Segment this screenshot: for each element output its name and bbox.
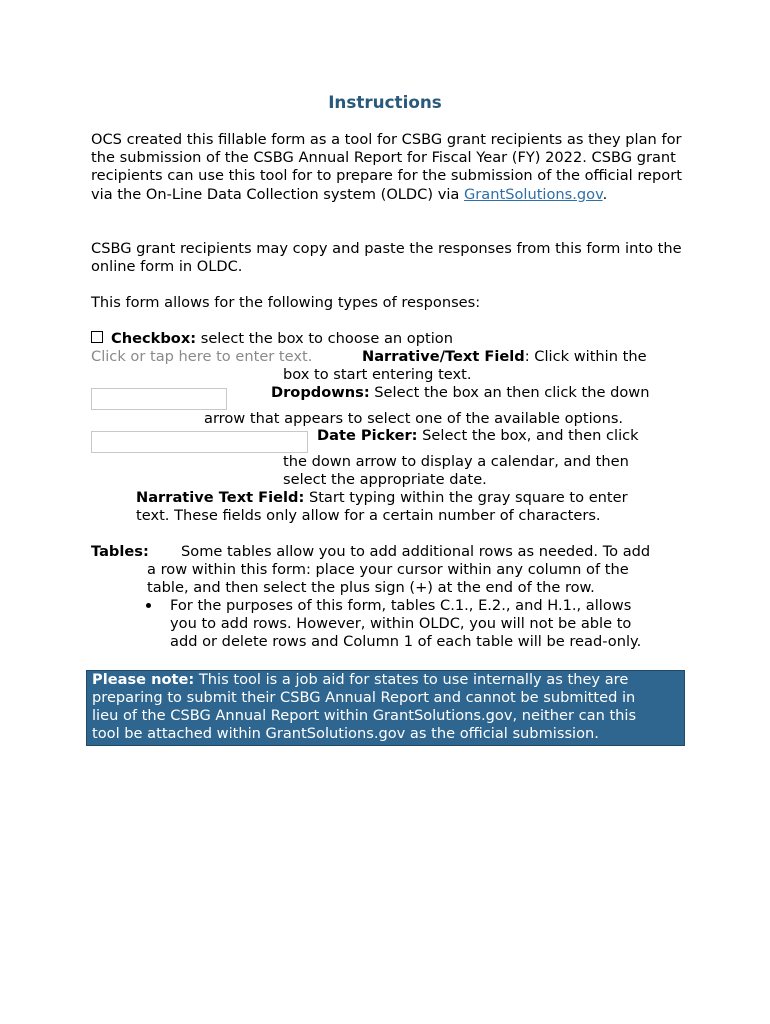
copy-paste-paragraph: CSBG grant recipients may copy and paste the responses from this form into the online form in OLDC.: [91, 240, 682, 276]
date-picker-text-1: Select the box, and then click: [417, 427, 639, 444]
narrative-text-text-2: text. These fields only allow for a certain number of characters.: [136, 507, 601, 524]
please-note-box: [86, 670, 685, 746]
grantsolutions-link[interactable]: GrantSolutions.gov: [463, 185, 603, 203]
narrative-text-text-1: Start typing within the gray square to enter: [304, 489, 628, 506]
date-picker-description: [317, 427, 639, 445]
intro-end: .: [602, 185, 608, 203]
text-field-text-2: box to start entering text.: [283, 366, 472, 383]
checkbox-description: [91, 330, 453, 348]
tables-label: Tables:: [91, 543, 149, 560]
note-line-1-text: This tool is a job aid for states to use internally as they are: [194, 671, 629, 688]
tables-bullet-1: For the purposes of this form, tables C.1., E.2., and H.1., allows: [170, 597, 632, 614]
dropdowns-text-2: arrow that appears to select one of the available options.: [204, 410, 624, 427]
dropdowns-description: [271, 384, 649, 402]
tables-bullet-2: you to add rows. However, within OLDC, you will not be able to: [170, 615, 632, 632]
page-title: Instructions: [328, 92, 442, 112]
intro-text: OCS created this fillable form as a tool for CSBG grant recipients as they plan for the submission of the CSBG Annual Report for Fiscal Year (FY) 2022. CSBG grant recipients can use this tool for to prepare for the submission of the official report via the On-Line Data Collection system (OLDC) via: [91, 131, 682, 203]
dropdown-control[interactable]: [91, 388, 227, 410]
dropdowns-text-1: Select the box an then click the down: [369, 384, 650, 401]
note-label: Please note:: [92, 671, 195, 688]
tables-text-2: a row within this form: place your cursor within any column of the: [147, 561, 629, 578]
intro-paragraph: [91, 131, 691, 204]
narrative-text-description: [136, 489, 628, 507]
text-field-description: [362, 348, 647, 366]
date-picker-text-2: the down arrow to display a calendar, and then: [283, 453, 629, 470]
tables-text-1: Some tables allow you to add additional rows as needed. To add: [181, 543, 651, 560]
dropdowns-label: Dropdowns:: [271, 384, 370, 401]
narrative-text-label: Narrative Text Field:: [136, 489, 305, 506]
checkbox-label: Checkbox:: [111, 330, 197, 347]
date-picker-text-3: select the appropriate date.: [283, 471, 487, 488]
checkbox-control[interactable]: [91, 331, 103, 343]
tables-text-3: table, and then select the plus sign (+) at the end of the row.: [147, 579, 595, 596]
date-picker-label: Date Picker:: [317, 427, 418, 444]
checkbox-text: select the box to choose an option: [196, 330, 453, 347]
date-picker-control[interactable]: [91, 431, 308, 453]
note-line-4: tool be attached within GrantSolutions.gov as the official submission.: [92, 725, 599, 742]
text-field-placeholder[interactable]: Click or tap here to enter text.: [91, 348, 313, 365]
note-line-3: lieu of the CSBG Annual Report within GrantSolutions.gov, neither can this: [92, 707, 637, 724]
tables-bullet-3: add or delete rows and Column 1 of each table will be read-only.: [170, 633, 642, 650]
bullet-icon: [146, 603, 151, 608]
response-types-intro: This form allows for the following types of responses:: [91, 294, 481, 311]
text-field-text-1: : Click within the: [524, 348, 647, 365]
note-line-2: preparing to submit their CSBG Annual Report and cannot be submitted in: [92, 689, 636, 706]
text-field-label: Narrative/Text Field: [362, 348, 525, 365]
note-line-1: [92, 671, 628, 689]
